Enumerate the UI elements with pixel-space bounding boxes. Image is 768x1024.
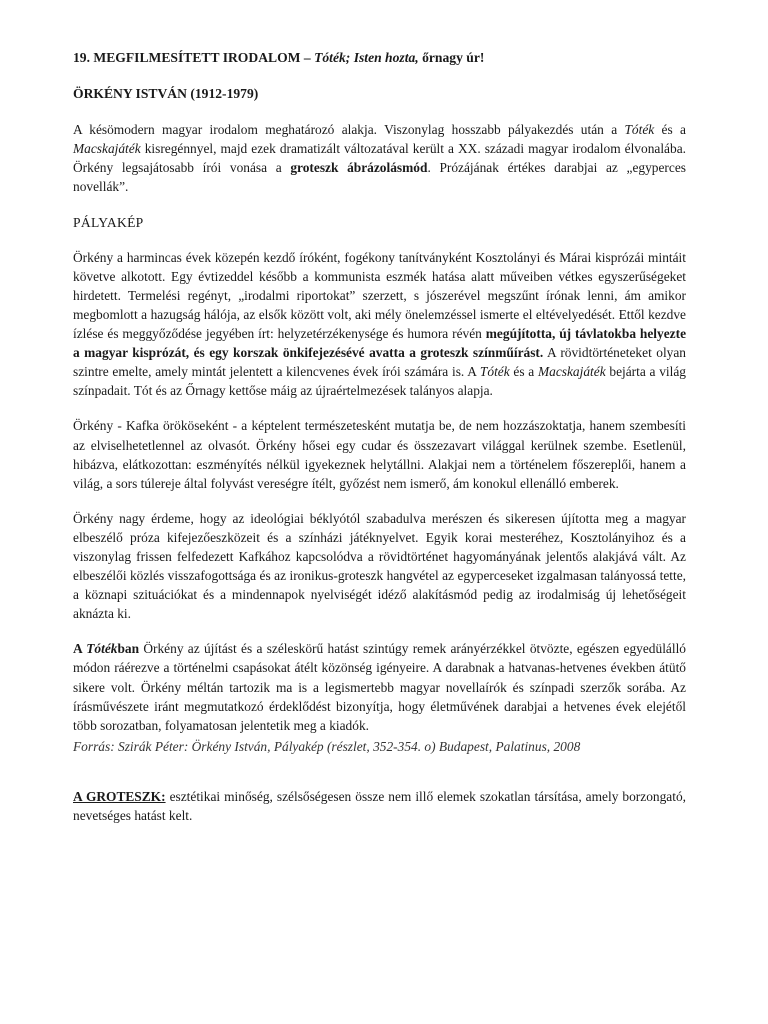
para1-text-4: bejárta a világ színpadait. Tót és az Őrnagy kettőse máig az újraértelmezések talányos alapja. bbox=[73, 364, 686, 399]
intro-text-3: kisregénnyel, majd ezek dramatizált változatával került a XX. századi magyar irodalom élvonalába. Örkény legsajátosabb írói vonása a bbox=[73, 141, 686, 176]
paragraph-merit: Örkény nagy érdeme, hogy az ideológiai béklyótól szabadulva merészen és sikeresen újította meg a magyar elbeszélő próza kifejezőeszközeit és a színházi játéknyelvet. Egyik korai mesteréhez, Kosztolányihoz és a viszonylag frissen felfedezett Kafkához kapcsolódva a rövidtörténet hagyományának jelentős alakjává vált. Az elbeszélői közlés visszafogottsága és az ironikus-groteszk hangvétel az egyperceseket izgalmasan talányossá tette, a köznapi szituációkat és a mindennapok nyelviségét idéző alakításmód pedig az irodalmiság új lehetőségeit aknázta ki. bbox=[73, 510, 686, 622]
title-suffix: őrnagy úr! bbox=[418, 50, 485, 65]
intro-title-macskajatek: Macskajáték bbox=[73, 141, 141, 157]
author-heading: ÖRKÉNY ISTVÁN (1912-1979) bbox=[73, 86, 259, 102]
para4-bold-a: A bbox=[73, 641, 87, 657]
paragraph-career bbox=[73, 248, 686, 401]
groteszk-definition bbox=[73, 787, 686, 825]
groteszk-term: A GROTESZK: bbox=[73, 788, 166, 804]
para1-title-toték: Tóték bbox=[479, 364, 510, 380]
para4-bold-italic-toték: Tóték bbox=[86, 641, 118, 657]
para1-bold: megújította, új távlatokba helyezte a magyar kisprózát, és egy korszak önkifejezésévé avatta a groteszk színműírást. bbox=[73, 326, 687, 361]
title-prefix: 19. MEGFILMESÍTETT IRODALOM – bbox=[73, 50, 315, 65]
source-citation: Forrás: Szirák Péter: Örkény István, Pályakép (részlet, 352-354. o) Budapest, Palatinus, 2008 bbox=[73, 738, 581, 754]
intro-text-1: A késömodern magyar irodalom meghatározó alakja. Viszonylag hosszabb pályakezdés után a bbox=[73, 122, 625, 138]
para1-title-macskajatek: Macskajáték bbox=[537, 364, 606, 380]
para1-text-3: és a bbox=[509, 364, 538, 380]
document-page bbox=[73, 48, 686, 825]
para1-text-2: A rövidtörténeteket olyan szintre emelte, amely mintát jelentett a kilencvenes évek írói számára is. A bbox=[73, 345, 686, 380]
section-heading: PÁLYAKÉP bbox=[73, 214, 144, 230]
para4-bold-ban: ban bbox=[117, 641, 140, 657]
intro-text-2: és a bbox=[654, 122, 686, 138]
title-italic: Tóték; Isten hozta, bbox=[314, 50, 419, 65]
lesson-title bbox=[73, 48, 686, 67]
intro-title-toték: Tóték bbox=[624, 122, 655, 138]
groteszk-definition-text: esztétikai minőség, szélsőségesen össze nem illő elemek szokatlan társítása, amely borzongató, nevetséges hatást kelt. bbox=[73, 788, 686, 823]
paragraph-kafka: Örkény - Kafka örököseként - a képtelent természetesként mutatja be, de nem hozzászoktatja, hanem szembesíti az elviselhetetlennel az olvasót. Örkény hősei egy cudar és összezavart világgal kerülnek szembe. Esetlenül, hibázva, elátkozottan: eszményítés nélkül igyekeznek helytállni. Alakjai nem a történelem főszereplői, hanem a világ, a sors túlereje által folyvást vereségre ítélt, győzést nem ismerő, ám konokul ellenálló emberek. bbox=[73, 418, 686, 491]
para1-text-1: Örkény a harmincas évek közepén kezdő íróként, fogékony tanítványként Kosztolányi és Márai kisprózái mintáit követve alkotott. Egy évtizeddel később a kommunista eszmék hatása alatt műveiben vétkes egyszerűségeket hirdetett. Termelési regényt, „irodalmi riportokat” szerzett, s jószerével megszűnt írónak lenni, ám amikor megbomlott a hazugság hálója, az elsők között volt, aki mély önelemzéssel ismerte el eltévelyedését. Ettől kezdve ízlése és meggyőződése jegyében írt: helyzetérzékenysége és humora révén bbox=[73, 249, 686, 342]
intro-text-4: . Prózájának értékes darabjai az „egyperces novellák”. bbox=[73, 160, 686, 195]
paragraph-toték bbox=[73, 639, 686, 734]
intro-paragraph bbox=[73, 120, 686, 196]
intro-bold-groteszk: groteszk ábrázolásmód bbox=[290, 160, 428, 176]
para4-text: Örkény az újítást és a széleskörű hatást szintúgy remek arányérzékkel ötvözte, egészen egyedülálló módon ráérezve a történelmi csapásokat átélt közönség igényeire. A darabnak a hatvanas-hetvenes években átütő sikere volt. Örkény méltán tartozik ma is a legismertebb magyar novellaírók és színpadi szerzők sorába. Az írásművészete iránt megmutatkozó érdeklődést bizonyítja, hogy életművének darabjai a hetvenes évek elejétől több sorozatban, folyamatosan jelentetik meg a kiadók. bbox=[73, 641, 687, 733]
